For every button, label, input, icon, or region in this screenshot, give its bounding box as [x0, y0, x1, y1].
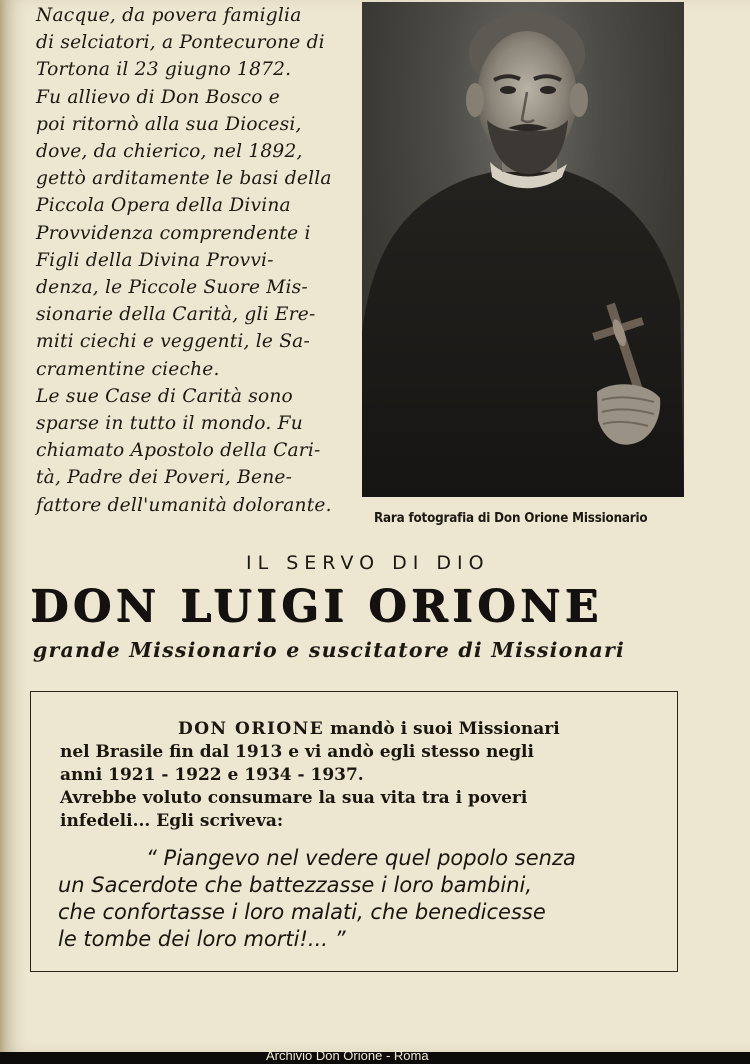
biography-line: cramentine cieche. [36, 358, 220, 380]
page-subtitle: grande Missionario e suscitatore di Missionari [33, 638, 626, 662]
biography-line: fattore dell'umanità dolorante. [36, 494, 332, 516]
biography-line: Nacque, da povera famiglia [36, 5, 302, 26]
biography-text [36, 2, 348, 519]
biography-line: miti ciechi e veggenti, le Sa- [36, 331, 310, 353]
biography-line: tà, Padre dei Poveri, Bene- [36, 467, 293, 489]
servo-di-dio-heading: IL SERVO DI DIO [246, 552, 490, 574]
biography-line: Le sue Case di Carità sono [36, 385, 293, 407]
missionary-line-2: nel Brasile fin dal 1913 e vi andò egli stesso negli [60, 742, 534, 762]
biography-line: sionarie della Carità, gli Ere- [36, 304, 316, 326]
page-title: DON LUIGI ORIONE [30, 581, 603, 632]
biography-line: sparse in tutto il mondo. Fu [36, 413, 303, 435]
missionary-line-3: anni 1921 - 1922 e 1934 - 1937. [60, 765, 364, 785]
quote-line-2: un Sacerdote che battezzasse i loro bambini, [58, 873, 533, 897]
biography-line: Piccola Opera della Divina [36, 195, 291, 217]
biography-line: gettò arditamente le basi della [36, 168, 332, 190]
don-orione-name: DON ORIONE [178, 719, 325, 739]
archive-footer: Archivio Don Orione - Roma [266, 1048, 429, 1063]
biography-line: poi ritornò alla sua Diocesi, [36, 113, 302, 135]
missionary-line-1 [60, 718, 652, 741]
missionary-line-1-rest: mandò i suoi Missionari [324, 719, 560, 739]
photo-caption: Rara fotografia di Don Orione Missionario [374, 511, 648, 526]
quote-line-3: che confortasse i loro malati, che benedicesse [58, 900, 546, 924]
missionary-line-5: infedeli... Egli scriveva: [60, 811, 284, 831]
biography-line: denza, le Piccole Suore Mis- [36, 277, 308, 299]
biography-line: Tortona il 23 giugno 1872. [36, 59, 292, 81]
quote [58, 845, 654, 953]
biography-line: chiamato Apostolo della Cari- [36, 440, 321, 462]
quote-line-4: le tombe dei loro morti!... ” [58, 927, 346, 951]
portrait-illustration [362, 2, 684, 497]
missionary-line-4: Avrebbe voluto consumare la sua vita tra i poveri [60, 788, 528, 808]
portrait-photo [362, 2, 684, 497]
biography-line: Figli della Divina Provvi- [36, 249, 274, 271]
biography-line: Provvidenza comprendente i [36, 222, 311, 244]
biography-line: dove, da chierico, nel 1892, [36, 141, 303, 163]
biography-line: Fu allievo di Don Bosco e [36, 86, 280, 108]
missionary-text [60, 718, 652, 833]
quote-line-1: “ Piangevo nel vedere quel popolo senza [146, 846, 576, 870]
biography-line: di selciatori, a Pontecurone di [36, 32, 325, 54]
